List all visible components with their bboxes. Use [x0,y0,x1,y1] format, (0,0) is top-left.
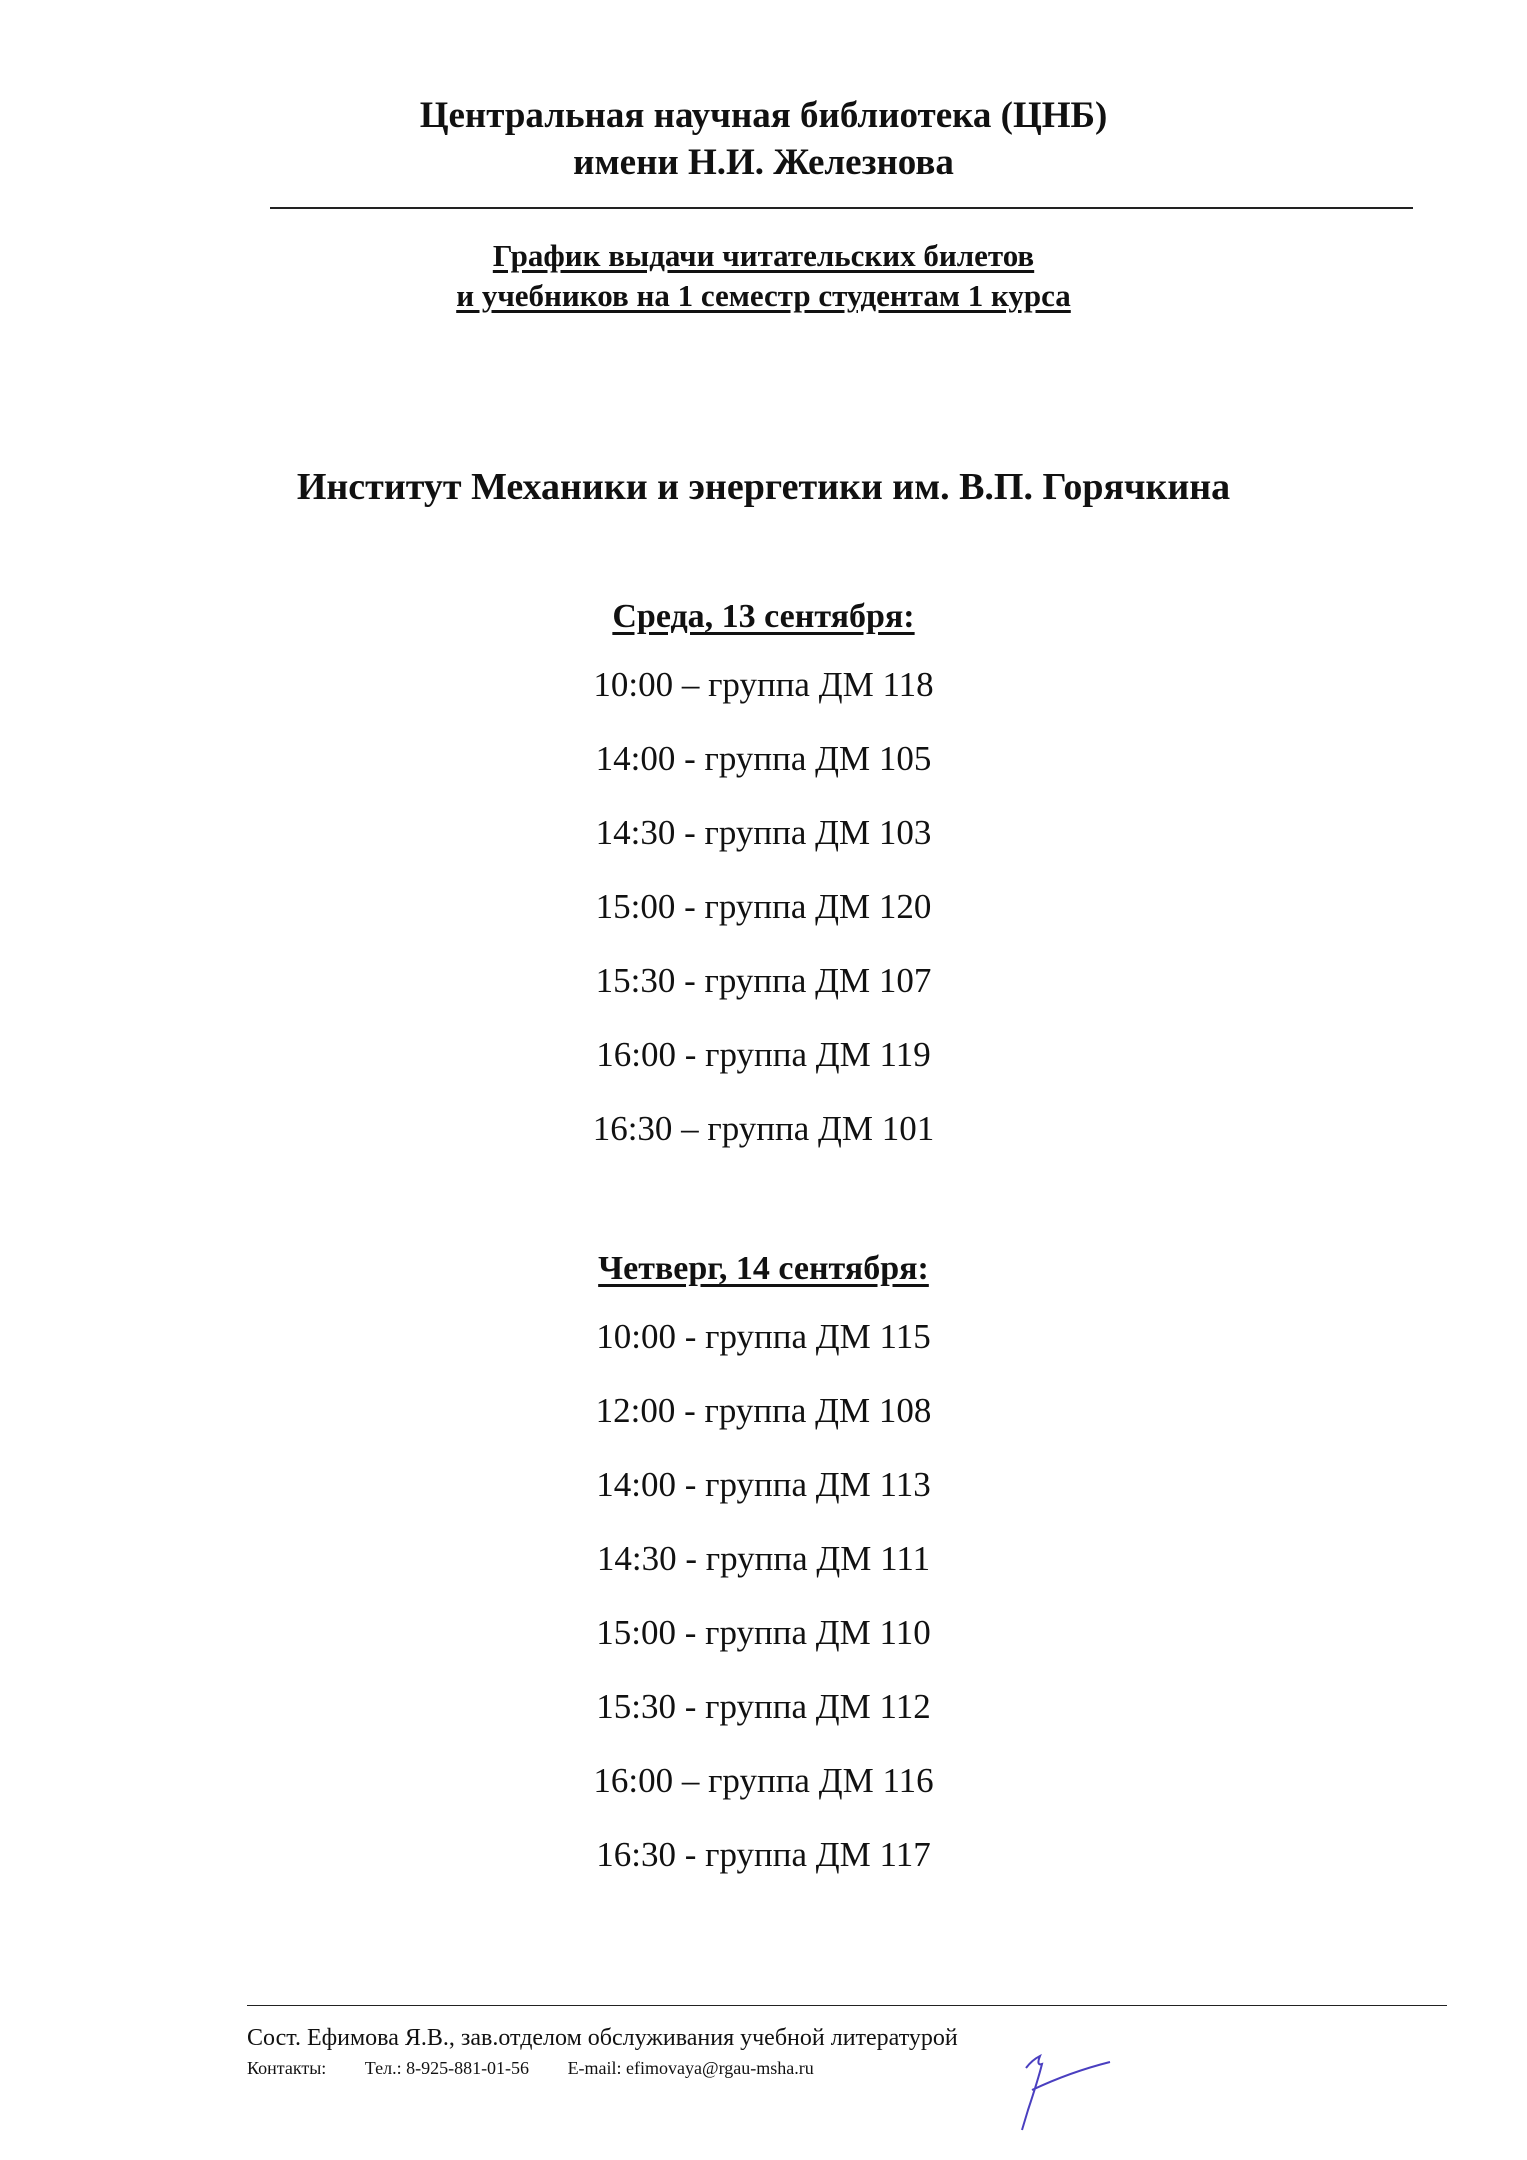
phone: Тел.: 8-925-881-01-56 [364,2058,530,2078]
day-heading: Четверг, 14 сентября: [598,1250,929,1287]
schedule-item: 14:00 - группа ДМ 113 [596,1465,931,1504]
footer-divider [247,2005,1447,2006]
schedule-item: 12:00 - группа ДМ 108 [595,1391,932,1430]
document-title [0,92,1527,186]
day-heading: Среда, 13 сентября: [612,598,915,635]
subtitle-line-1: График выдачи читательских билетов [492,238,1035,273]
schedule-item: 16:30 - группа ДМ 117 [596,1835,931,1874]
schedule-item: 14:30 - группа ДМ 103 [595,813,932,852]
day-section-wednesday [0,598,1527,1166]
email: E-mail: efimovaya@rgau-msha.ru [567,2058,814,2078]
document-subtitle [0,236,1527,316]
schedule-item: 10:00 - группа ДМ 115 [596,1317,931,1356]
schedule-item: 15:30 - группа ДМ 112 [596,1687,931,1726]
schedule-item: 15:30 - группа ДМ 107 [595,961,932,1000]
schedule-item: 16:30 – группа ДМ 101 [592,1109,935,1148]
day-section-thursday [0,1250,1527,1892]
contacts-line [247,2058,848,2079]
schedule-item: 14:00 - группа ДМ 105 [595,739,932,778]
signature [1010,2050,1130,2140]
schedule-item: 15:00 - группа ДМ 110 [596,1613,931,1652]
compiled-by: Сост. Ефимова Я.В., зав.отделом обслуживания учебной литературой [247,2025,958,2051]
subtitle-line-2: и учебников на 1 семестр студентам 1 курса [456,278,1071,313]
header-divider [270,207,1413,209]
schedule-item: 14:30 - группа ДМ 111 [596,1539,931,1578]
schedule-item: 16:00 – группа ДМ 116 [593,1761,934,1800]
schedule-item: 15:00 - группа ДМ 120 [595,887,932,926]
schedule-item: 10:00 – группа ДМ 118 [593,665,934,704]
schedule-item: 16:00 - группа ДМ 119 [596,1035,931,1074]
institute-heading: Институт Механики и энергетики им. В.П. Горячкина [296,466,1231,508]
title-line-1: Центральная научная библиотека (ЦНБ) [419,95,1108,136]
title-line-2: имени Н.И. Железнова [573,142,954,183]
contacts-label: Контакты: [247,2058,327,2078]
